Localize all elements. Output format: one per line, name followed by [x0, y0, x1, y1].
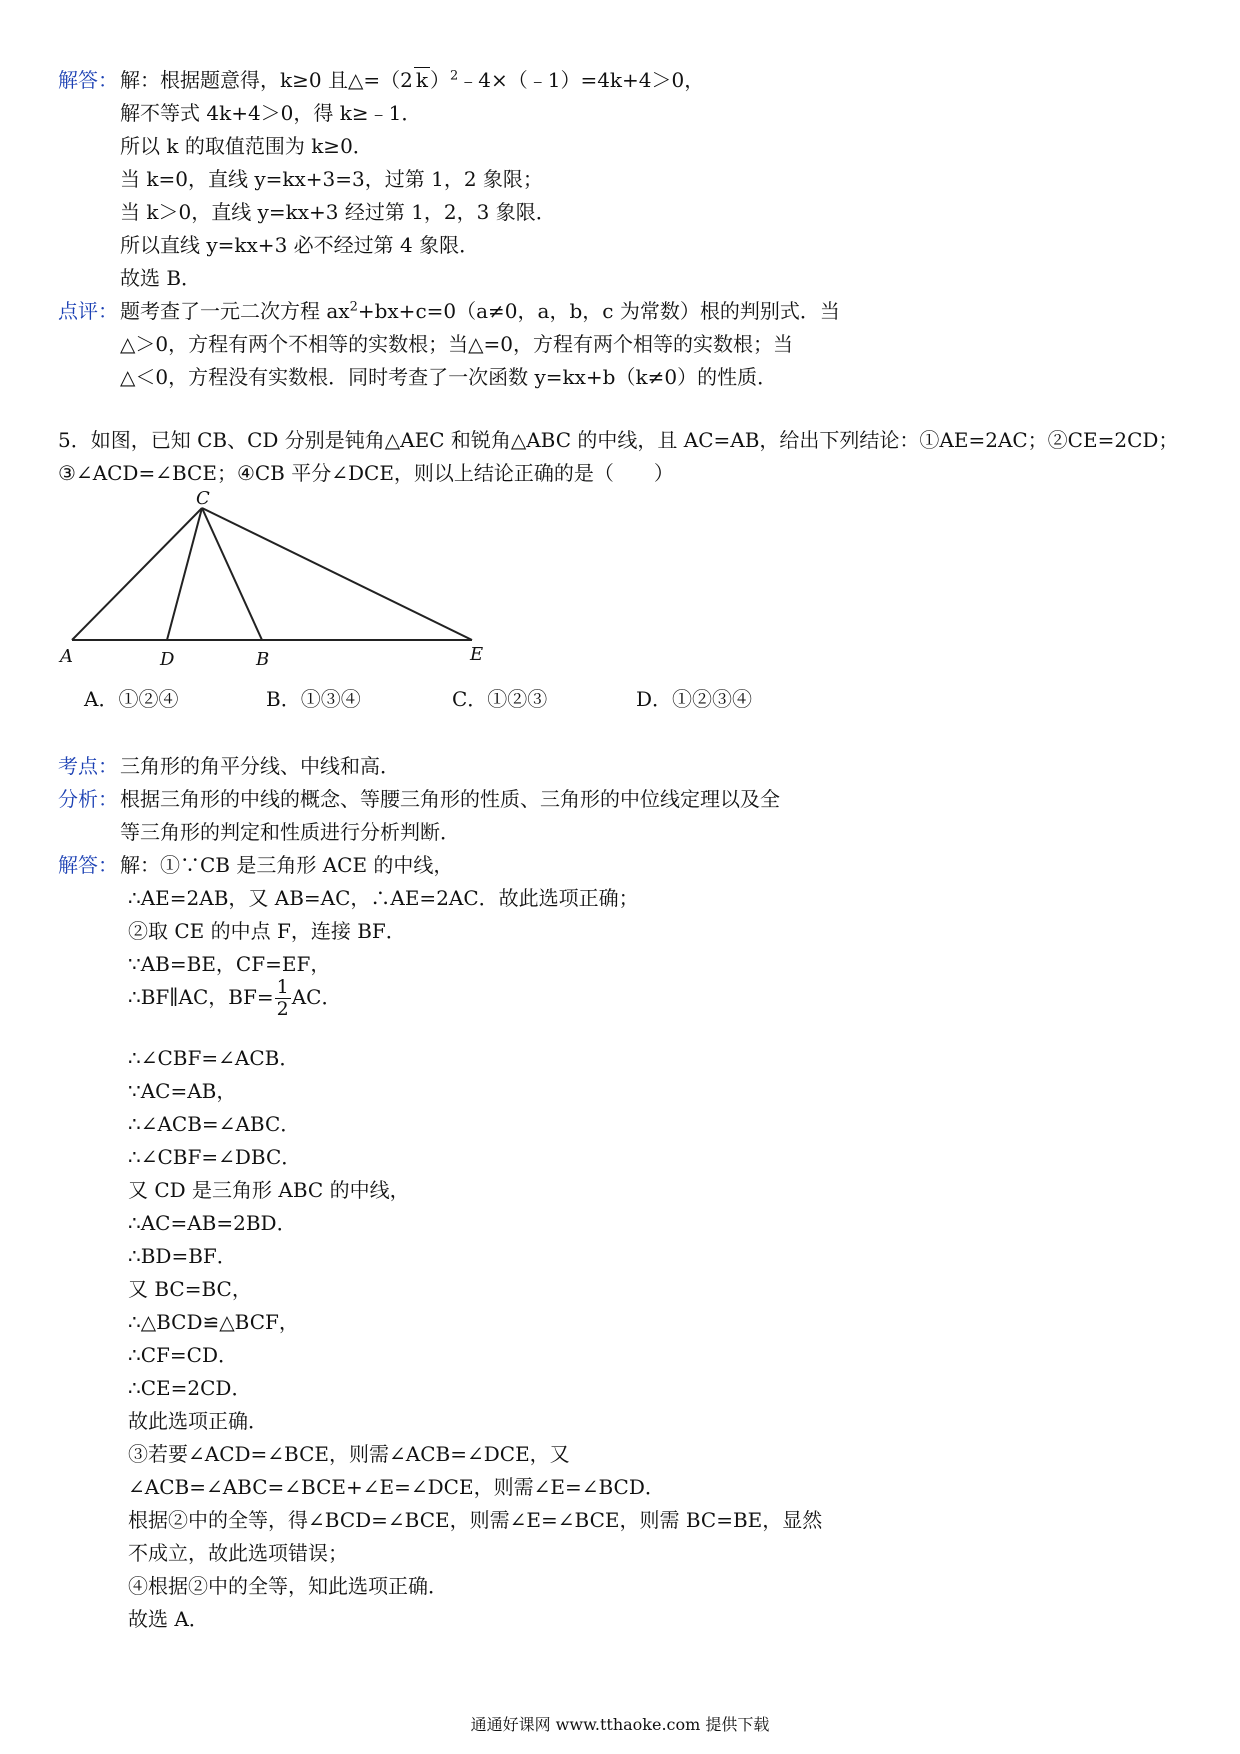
- point-label-b: B: [256, 649, 270, 670]
- solution-line-14: ∴△BCD≌△BCF，: [128, 1310, 299, 1334]
- page-footer: 通通好课网 www.tthaoke.com 提供下载: [470, 1715, 770, 1734]
- analysis-line-1: 根据三角形的中线的概念、等腰三角形的性质、三角形的中位线定理以及全: [120, 787, 780, 811]
- point-label-e: E: [470, 644, 484, 665]
- answer-options: [84, 683, 844, 713]
- solution-line-23: 故选 A．: [128, 1607, 209, 1631]
- point-label-c: C: [196, 490, 210, 509]
- analysis-line-2: 等三角形的判定和性质进行分析判断．: [120, 820, 460, 844]
- segment-cd: [167, 508, 202, 640]
- solution-line-16: ∴CE=2CD．: [128, 1376, 252, 1400]
- solution-line-7: ∵AC=AB，: [128, 1079, 237, 1103]
- segment-ce: [202, 508, 472, 640]
- segment-cb: [202, 508, 262, 640]
- answer-label: 解答：: [58, 68, 118, 92]
- solution-line-12: ∴BD=BF．: [128, 1244, 237, 1268]
- solution-line-10: 又 CD 是三角形 ABC 的中线，: [128, 1178, 410, 1202]
- question-line-1: 5．如图，已知 CB、CD 分别是钝角△AEC 和锐角△ABC 的中线，且 AC=AB，给出下列结论：①AE=2AC；②CE=2CD；: [58, 428, 1179, 452]
- answer-line-3: 所以 k 的取值范围为 k≥0．: [120, 134, 373, 158]
- answer-line-7: 故选 B．: [120, 266, 202, 290]
- solution-line-3: ②取 CE 的中点 F，连接 BF．: [128, 919, 406, 943]
- solution-label: 解答：: [58, 853, 118, 877]
- solution-line-22: ④根据②中的全等，知此选项正确．: [128, 1574, 448, 1598]
- comment-line-3: △＜0，方程没有实数根．同时考查了一次函数 y=kx+b（k≠0）的性质．: [120, 365, 778, 389]
- segment-ac: [72, 508, 202, 640]
- solution-line-5: ∴BF∥AC，BF= $\frac{1}{2}$ AC．: [128, 976, 342, 1020]
- solution-line-6: ∴∠CBF=∠ACB．: [128, 1046, 300, 1070]
- solution-line-9: ∴∠CBF=∠DBC．: [128, 1145, 302, 1169]
- solution-line-18: ③若要∠ACD=∠BCE，则需∠ACB=∠DCE，又: [128, 1442, 570, 1466]
- point-label-a: A: [60, 646, 73, 667]
- comment-line-2: △＞0，方程有两个不相等的实数根；当△=0，方程有两个相等的实数根；当: [120, 332, 793, 356]
- solution-line-8: ∴∠ACB=∠ABC．: [128, 1112, 301, 1136]
- option-c: C．①②③: [452, 687, 548, 711]
- point-text: 三角形的角平分线、中线和高．: [120, 754, 400, 778]
- point-label-d: D: [160, 649, 175, 670]
- answer-line-2: 解不等式 4k+4＞0，得 k≥﹣1．: [120, 101, 422, 125]
- triangle-figure: [52, 490, 492, 670]
- solution-line-1: 解：①∵CB 是三角形 ACE 的中线，: [120, 853, 454, 877]
- answer-line-6: 所以直线 y=kx+3 必不经过第 4 象限．: [120, 233, 480, 257]
- comment-label: 点评：: [58, 299, 118, 323]
- analysis-label: 分析：: [58, 787, 118, 811]
- answer-line-5: 当 k＞0，直线 y=kx+3 经过第 1，2，3 象限．: [120, 200, 556, 224]
- question-line-2: ③∠ACD=∠BCE；④CB 平分∠DCE，则以上结论正确的是（ ）: [58, 461, 674, 485]
- option-b: B．①③④: [266, 687, 361, 711]
- solution-line-4: ∵AB=BE，CF=EF，: [128, 952, 331, 976]
- solution-line-11: ∴AC=AB=2BD．: [128, 1211, 297, 1235]
- answer-line-1: 解：根据题意得，k≥0 且△=（2 k ）$^2$﹣4×（﹣1）=4k+4＞0，: [120, 68, 705, 92]
- solution-line-13: 又 BC=BC，: [128, 1277, 252, 1301]
- solution-line-19: ∠ACB=∠ABC=∠BCE+∠E=∠DCE，则需∠E=∠BCD．: [128, 1475, 665, 1499]
- option-a: A．①②④: [84, 687, 179, 711]
- option-d: D．①②③④: [636, 687, 753, 711]
- solution-line-15: ∴CF=CD．: [128, 1343, 238, 1367]
- solution-line-20: 根据②中的全等，得∠BCD=∠BCE，则需∠E=∠BCE，则需 BC=BE，显然: [128, 1508, 823, 1532]
- sqrt-k: k: [415, 68, 428, 92]
- point-label: 考点：: [58, 754, 118, 778]
- solution-line-17: 故此选项正确．: [128, 1409, 268, 1433]
- solution-line-2: ∴AE=2AB，又 AB=AC，∴AE=2AC．故此选项正确；: [128, 886, 639, 910]
- solution-line-21: 不成立，故此选项错误；: [128, 1541, 348, 1565]
- answer-line-4: 当 k=0，直线 y=kx+3=3，过第 1，2 象限；: [120, 167, 543, 191]
- comment-line-1: 题考查了一元二次方程 $ax^2+bx+c=0(a\ne 0$，a，b，c 为常数）根的判别式．当: [120, 299, 840, 323]
- fraction-half: $\frac{1}{2}$: [276, 976, 289, 1020]
